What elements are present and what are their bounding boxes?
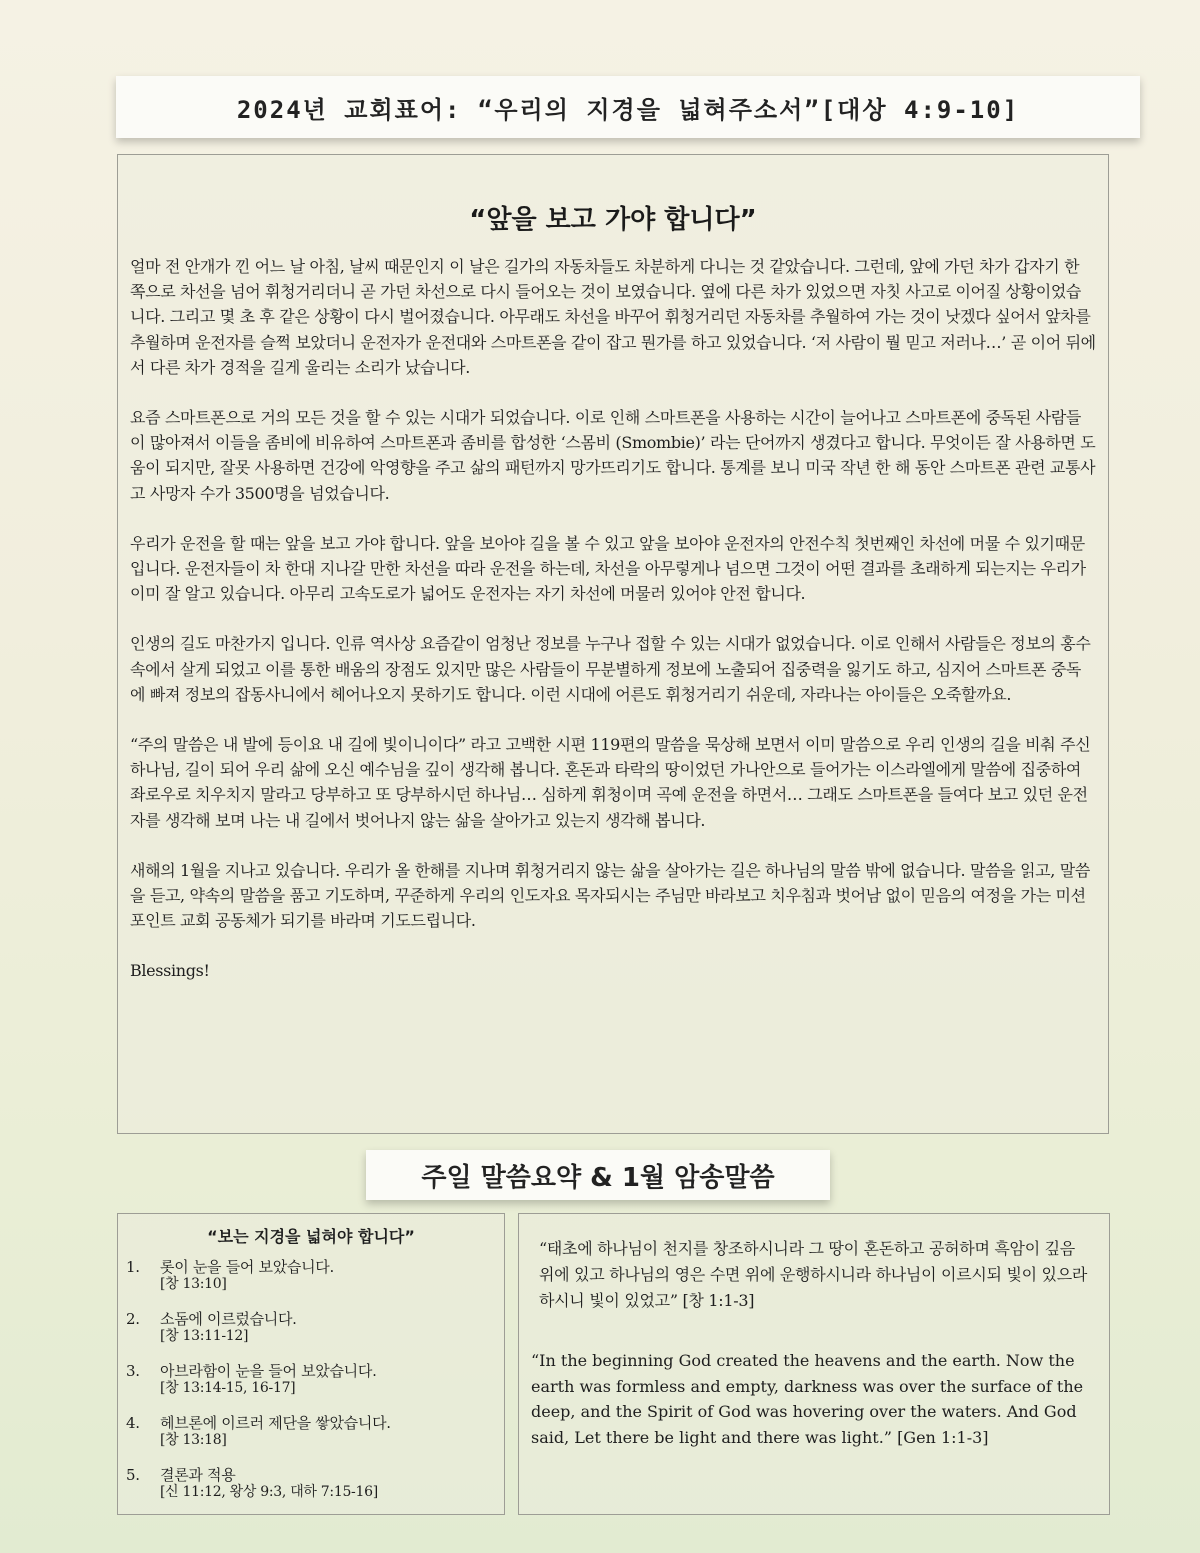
letter-signoff: Blessings! [130,961,210,981]
section-banner [366,1150,830,1200]
outline-item [118,1259,504,1293]
outline-reference: [창 13:14-15, 16-17] [160,1380,296,1396]
outline-item [118,1467,504,1501]
letter-paragraph: 요즘 스마트폰으로 거의 모든 것을 할 수 있는 시대가 되었습니다. 이로 인해 스마트폰을 사용하는 시간이 늘어나고 스마트폰에 중독된 사람들이 많아져서 이들을 좀비에 비유하여 스마트폰과 좀비를 합성한 ‘스몸비 (Smombie)’ 라는 단어까지 생겼다고 합니다. 무엇이든 잘 사용하면 도움이 되지만, 잘못 사용하면 건강에 악영향을 주고 삶의 패턴까지 망가뜨리기도 합니다. 통계를 보니 미국 작년 한 해 동안 스마트폰 관련 교통사고 사망자 수가 3500명을 넘었습니다. [130,408,1096,503]
memory-verse-english: “In the beginning God created the heavens and the earth. Now the earth was formless and empty, darkness was over the surface of the deep, and the Spirit of God was hovering over the waters. And God said, Let there be light and there was light.” [Gen 1:1-3] [531,1351,1084,1447]
letter-paragraph: 우리가 운전을 할 때는 앞을 보고 가야 합니다. 앞을 보아야 길을 볼 수 있고 앞을 보아야 운전자의 안전수칙 첫번째인 차선에 머물 수 있기때문 입니다. 운전자들이 차 한대 지나갈 만한 차선을 따라 운전을 하는데, 차선을 아무렇게나 넘으면 그것이 어떤 결과를 초래하게 되는지는 우리가 이미 잘 알고 있습니다. 아무리 고속도로가 넓어도 운전자는 자기 차선에 머물러 있어야 안전 합니다. [130,533,1086,604]
outline-text: 소돔에 이르렀습니다. [160,1310,297,1328]
outline-reference: [창 13:11-12] [160,1328,249,1344]
sermon-summary [117,1213,505,1515]
letter-paragraph: 인생의 길도 마찬가지 입니다. 인류 역사상 요즘같이 엄청난 정보를 누구나 접할 수 있는 시대가 없었습니다. 이로 인해서 사람들은 정보의 홍수 속에서 살게 되었고 이를 통한 배움의 장점도 있지만 많은 사람들이 무분별하게 정보에 노출되어 집중력을 잃기도 하고, 심지어 스마트폰 중독에 빠져 정보의 잡동사니에서 헤어나오지 못하기도 합니다. 이런 시대에 어른도 휘청거리기 쉬운데, 자라나는 아이들은 오죽할까요. [130,634,1091,704]
outline-number: 3. [126,1362,140,1380]
church-motto-banner [116,76,1140,138]
outline-item [118,1311,504,1345]
outline-text: 아브라함이 눈을 들어 보았습니다. [160,1362,377,1380]
outline-reference: [창 13:10] [160,1276,227,1292]
section-title: 주일 말씀요약 & 1월 암송말씀 [421,1162,775,1193]
outline-text: 헤브론에 이르러 제단을 쌓았습니다. [160,1414,391,1432]
letter-title: “앞을 보고 가야 합니다” [469,205,757,235]
outline-number: 1. [126,1258,140,1276]
pastor-letter [117,154,1109,1134]
outline-text: 롯이 눈을 들어 보았습니다. [160,1258,334,1276]
outline-reference: [창 13:18] [160,1432,227,1448]
outline-number: 2. [126,1310,140,1328]
memory-verse-korean: “태초에 하나님이 천지를 창조하시니라 그 땅이 혼돈하고 공허하며 흑암이 깊음 위에 있고 하나님의 영은 수면 위에 운행하시니라 하나님이 이르시되 빛이 있으라 하시니 빛이 있었고” [창 1:1-3] [539,1239,1088,1310]
outline-item [118,1363,504,1397]
letter-paragraph: “주의 말씀은 내 발에 등이요 내 길에 빛이니이다” 라고 고백한 시편 119편의 말씀을 묵상해 보면서 이미 말씀으로 우리 인생의 길을 비춰 주신 하나님, 길이 되어 우리 삶에 오신 예수님을 깊이 생각해 봅니다. 혼돈과 타락의 땅이었던 가나안으로 들어가는 이스라엘에게 말씀에 집중하여 좌로우로 치우치지 말라고 당부하고 또 당부하시던 하나님… 심하게 휘청이며 곡예 운전을 하면서… 그래도 스마트폰을 들여다 보고 있던 운전자를 생각해 보며 나는 내 길에서 벗어나지 않는 삶을 살아가고 있는지 생각해 봅니다. [130,735,1091,830]
outline-number: 5. [126,1466,140,1484]
letter-paragraph: 새해의 1월을 지나고 있습니다. 우리가 올 한해를 지나며 휘청거리지 않는 삶을 살아가는 길은 하나님의 말씀 밖에 없습니다. 말씀을 읽고, 말씀을 듣고, 약속의 말씀을 품고 기도하며, 꾸준하게 우리의 인도자요 목자되시는 주님만 바라보고 치우침과 벗어남 없이 믿음의 여정을 가는 미션포인트 교회 공동체가 되기를 바라며 기도드립니다. [130,860,1090,931]
church-motto: 2024년 교회표어: “우리의 지경을 넓혀주소서”[대상 4:9-10] [236,95,1020,124]
outline-reference: [신 11:12, 왕상 9:3, 대하 7:15-16] [160,1484,378,1500]
sermon-outline [118,1259,504,1501]
memory-verse-box [518,1213,1110,1515]
outline-number: 4. [126,1414,140,1432]
sermon-title: “보는 지경을 넓혀야 합니다” [207,1227,415,1246]
letter-paragraph: 얼마 전 안개가 낀 어느 날 아침, 날씨 때문인지 이 날은 길가의 자동차들도 차분하게 다니는 것 같았습니다. 그런데, 앞에 가던 차가 갑자기 한 쪽으로 차선을 넘어 휘청거리더니 곧 가던 차선으로 다시 들어오는 것이 보였습니다. 옆에 다른 차가 있었으면 자칫 사고로 이어질 상황이었습니다. 그리고 몇 초 후 같은 상황이 다시 벌어졌습니다. 아무래도 차선을 바꾸어 휘청거리던 자동차를 추월하여 가는 것이 낫겠다 싶어서 앞차를 추월하며 운전자를 슬쩍 보았더니 운전자가 운전대와 스마트폰을 같이 잡고 뭔가를 하고 있었습니다. ‘저 사람이 뭘 믿고 저러나…’ 곧 이어 뒤에서 다른 차가 경적을 길게 울리는 소리가 났습니다. [130,257,1096,377]
outline-text: 결론과 적용 [160,1466,236,1484]
outline-item [118,1415,504,1449]
